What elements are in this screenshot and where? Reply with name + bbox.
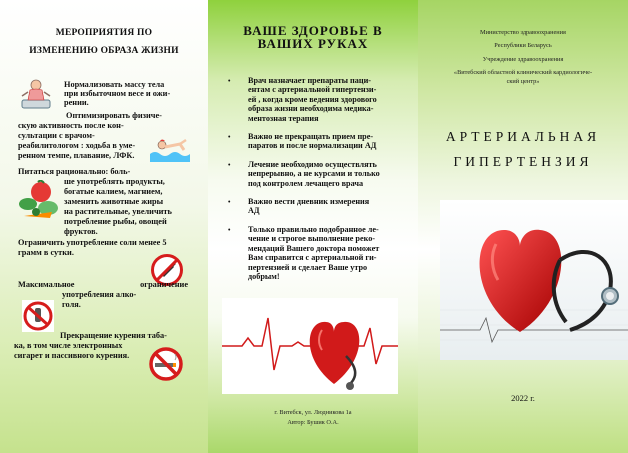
activity-text-3: сультации с врачом- — [18, 131, 95, 140]
alcohol-text-1: Максимальное ограничение — [18, 280, 188, 289]
bullet-icon: • — [228, 160, 231, 169]
advice-line: под контролем лечащего врача — [248, 178, 364, 188]
alcohol-text-2: употребления алко- — [62, 290, 137, 299]
advice-line: АД — [248, 206, 260, 216]
bullet-icon: • — [228, 198, 231, 207]
middle-title-line2: ВАШИХ РУКАХ — [257, 36, 369, 51]
food-text-5: на растительные, увеличить — [64, 207, 172, 216]
advice-line: паратов и после нормализации АД — [248, 141, 377, 151]
no-drinking-icon — [22, 300, 54, 332]
advice-line: ей , когда кроме ведения здорового — [248, 94, 377, 104]
salt-text-1: Ограничить употребление соли менее 5 — [18, 238, 167, 247]
brochure-title-line2: ГИПЕРТЕНЗИЯ — [453, 154, 593, 169]
weight-text-1: Нормализовать массу тела — [64, 80, 165, 89]
bullet-icon: • — [228, 77, 231, 85]
smoking-text-2: ка, в том числе электронных — [14, 341, 123, 350]
advice-item — [226, 160, 408, 188]
middle-title-line1: ВАШЕ ЗДОРОВЬЕ В — [243, 23, 383, 38]
salt-text-2: грамм в сутки. — [18, 248, 74, 257]
author-text: Автор: Бушик О.А. — [287, 419, 339, 426]
left-panel — [0, 0, 208, 453]
food-text-7: фруктов. — [64, 227, 98, 236]
advice-line: образа жизни необходима медика- — [248, 104, 374, 114]
weight-text-3: рении. — [64, 98, 89, 107]
bullet-icon: • — [228, 225, 231, 234]
activity-text-5: ренном темпе, плавание, ЛФК. — [18, 151, 135, 160]
swimmer-icon — [150, 136, 190, 162]
activity-text-1: Оптимизировать физиче- — [66, 111, 162, 120]
org-line1: Министерство здравоохранения — [480, 29, 566, 36]
smoking-text-3: сигарет и пассивного курения. — [14, 351, 130, 360]
advice-line: мендаций Вашего доктора поможет — [248, 243, 380, 253]
org-line4: «Витебский областной клинический кардиологиче- — [453, 69, 593, 76]
no-smoking-icon — [148, 346, 184, 382]
advice-line: ментозная терапия — [248, 113, 319, 123]
advice-line: Вам справится с артериальной ги- — [248, 253, 377, 263]
heart-stethoscope-image — [440, 200, 628, 360]
org-line2: Республики Беларусь — [494, 42, 552, 49]
right-panel — [418, 0, 628, 453]
org-line3: Учреждение здравоохранения — [482, 56, 564, 63]
advice-item — [226, 132, 408, 151]
food-text-6: потребление рыбы, овощей — [64, 217, 167, 226]
food-text-2: ше употреблять продукты, — [64, 177, 165, 186]
address-text: г. Витебск, ул. Людникова 1а — [274, 409, 352, 416]
activity-text-4: реабилитологом : ходьба в уме- — [18, 141, 136, 150]
year-text: 2022 г. — [511, 393, 535, 403]
advice-line: Только правильно подобранное ле- — [248, 224, 379, 234]
lifestyle-heading-line1: МЕРОПРИЯТИЯ ПО — [55, 28, 153, 38]
food-text-3: богатые калием, магнием, — [64, 187, 163, 196]
advice-line: Врач назначает препараты паци- — [248, 76, 372, 85]
alcohol-text-3: голя. — [62, 300, 81, 309]
weight-text-2: при избыточном весе и ожи- — [64, 89, 171, 98]
weight-scale-icon — [18, 78, 54, 110]
food-text-4: заменить животные жиры — [64, 197, 164, 206]
middle-panel — [208, 0, 418, 453]
advice-line: Важно вести дневник измерения — [248, 197, 370, 207]
advice-item — [226, 76, 408, 123]
advice-line: пертензией и сделает Ваше утро — [248, 262, 368, 272]
advice-line: Важно не прекращать прием пре- — [248, 132, 374, 142]
smoking-text-1: Прекращение курения таба- — [60, 331, 167, 340]
brochure-title-line1: АРТЕРИАЛЬНАЯ — [445, 129, 601, 144]
advice-item — [226, 225, 408, 281]
advice-line: ентам с артериальной гипертензи- — [248, 85, 377, 95]
advice-line: добрым! — [248, 271, 280, 281]
food-text-1: Питаться рационально: боль- — [18, 167, 131, 176]
advice-line: Лечение необходимо осуществлять — [248, 159, 377, 169]
vegetables-icon — [18, 180, 60, 224]
activity-text-2: скую активность после кон- — [18, 121, 124, 130]
heart-ecg-image — [222, 298, 398, 394]
bullet-icon: • — [228, 133, 231, 142]
advice-line: чение и строгое выполнение реко- — [248, 234, 376, 244]
org-line5: ский центр» — [506, 78, 540, 85]
advice-item — [226, 197, 408, 216]
advice-list — [226, 76, 408, 290]
lifestyle-heading-line2: ИЗМЕНЕНИЮ ОБРАЗА ЖИЗНИ — [29, 46, 179, 56]
advice-line: непрерывно, а не курсами и только — [248, 169, 380, 179]
